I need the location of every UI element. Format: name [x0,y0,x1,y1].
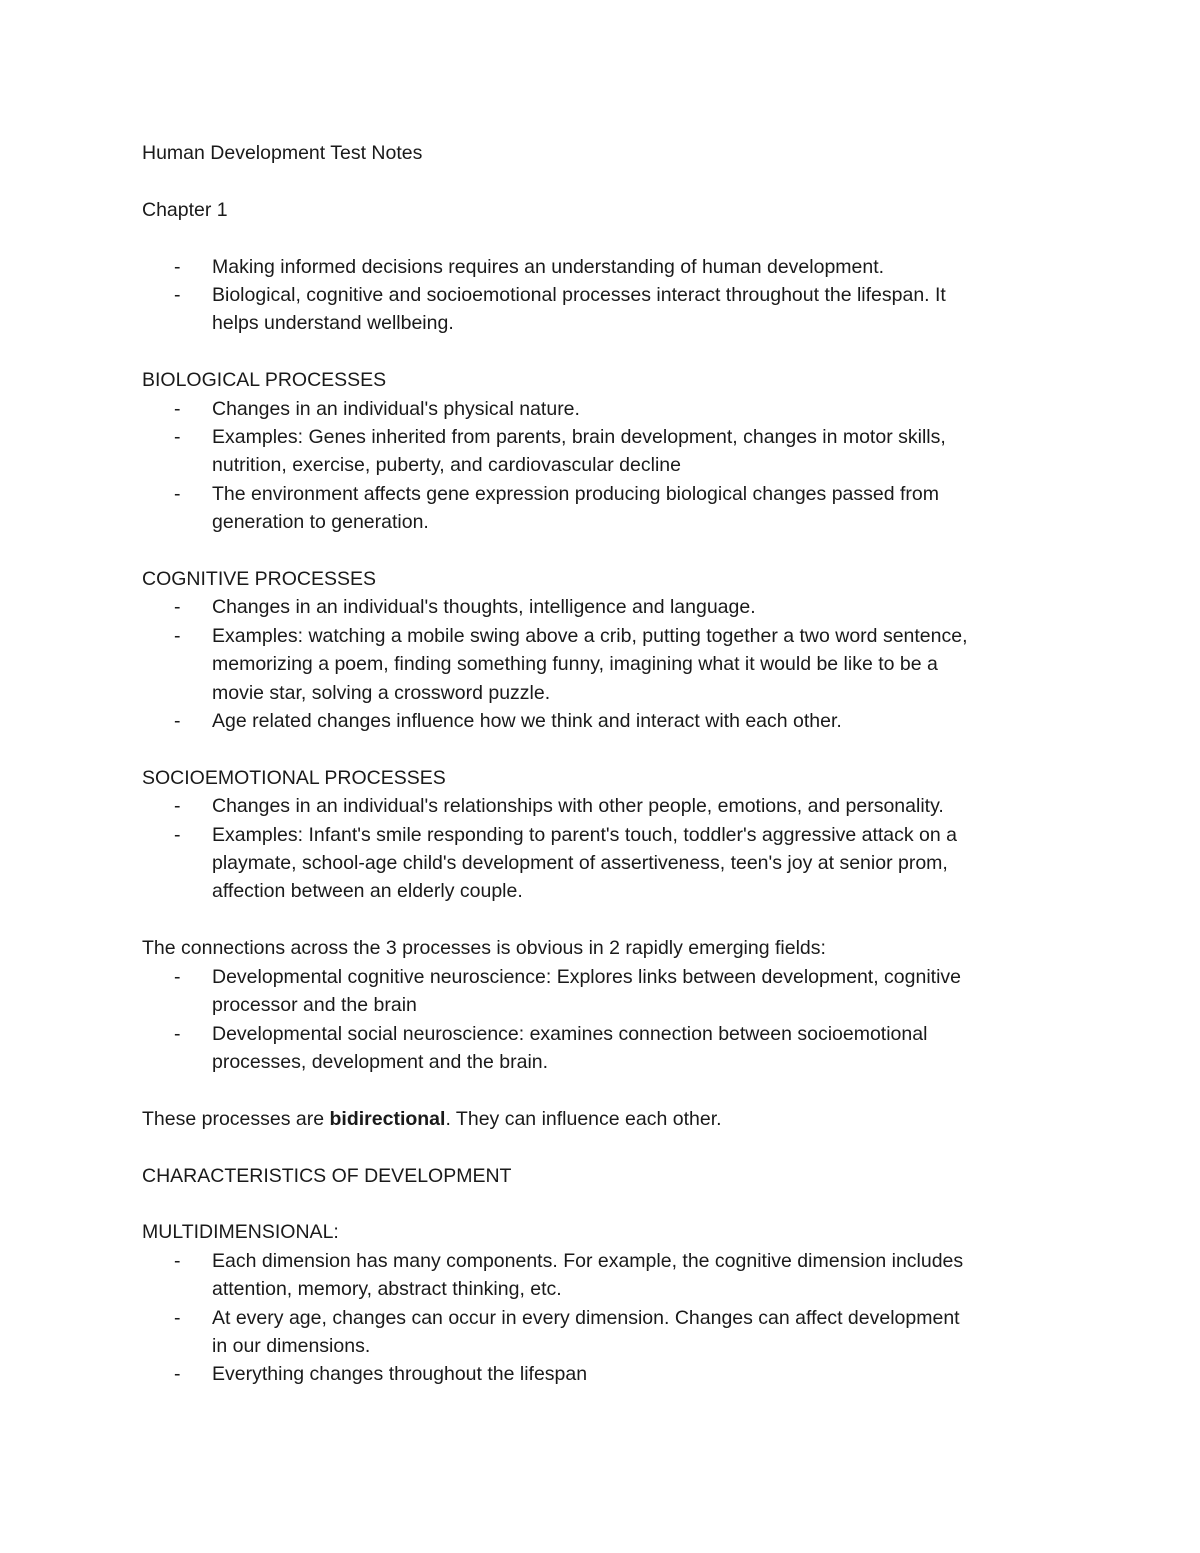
spacer [142,1133,1062,1161]
socioemotional-list [142,792,1062,906]
list-item [142,1247,1062,1304]
list-item-line: playmate, school-age child's development of assertiveness, teen's joy at senior prom, [212,852,948,875]
list-item [142,821,1062,906]
connections-list [142,963,1062,1077]
list-item [142,281,1062,338]
bullet-dash: - [174,624,181,647]
bullet-dash: - [174,710,181,733]
spacer [142,1190,1062,1218]
list-item-line: memorizing a poem, finding something funny, imagining what it would be like to be a [212,653,938,676]
list-item-line: affection between an elderly couple. [212,880,523,903]
list-item-line: Examples: watching a mobile swing above a crib, putting together a two word sentence, [212,624,968,647]
list-item-line: The environment affects gene expression producing biological changes passed from [212,482,939,505]
intro-list [142,253,1062,338]
list-item-line: Biological, cognitive and socioemotional processes interact throughout the lifespan. It [212,284,946,306]
list-item-line: Examples: Genes inherited from parents, brain development, changes in motor skills, [212,426,946,449]
multidimensional-list [142,1247,1062,1389]
spacer [142,906,1062,934]
multidimensional-heading: MULTIDIMENSIONAL: [142,1221,339,1244]
bullet-dash: - [174,823,181,846]
list-item-line: processor and the brain [212,994,417,1017]
list-item [142,253,1062,281]
cognitive-list [142,593,1062,735]
list-item [142,395,1062,423]
list-item [142,1020,1062,1077]
bidirectional-text-after: . They can influence each other. [445,1107,722,1130]
list-item [142,1360,1062,1388]
list-item-line: Changes in an individual's physical nature. [212,397,580,420]
list-item-line: Making informed decisions requires an understanding of human development. [212,255,885,278]
list-item-line: processes, development and the brain. [212,1050,549,1073]
list-item-line: Age related changes influence how we think and interact with each other. [212,710,842,733]
list-item [142,593,1062,621]
spacer [142,1076,1062,1104]
list-item-line: movie star, solving a crossword puzzle. [212,681,551,704]
bullet-dash: - [174,1363,181,1386]
list-item-line: At every age, changes can occur in every dimension. Changes can affect development [212,1306,960,1329]
list-item-line: Developmental social neuroscience: examines connection between socioemotional [212,1022,928,1045]
list-item-line: Each dimension has many components. For example, the cognitive dimension includes [212,1249,964,1272]
list-item-line: Developmental cognitive neuroscience: Explores links between development, cognitive [212,965,962,988]
bidirectional-text-before: These processes are [142,1107,330,1130]
document-body [142,139,1062,1389]
bidirectional-bold-term: bidirectional [329,1107,446,1130]
list-item-line: generation to generation. [212,511,429,534]
bullet-dash: - [174,596,181,619]
list-item [142,963,1062,1020]
list-item-line: in our dimensions. [212,1334,371,1357]
list-item-line: helps understand wellbeing. [212,312,454,335]
bullet-dash: - [174,255,181,278]
list-item [142,622,1062,707]
list-item-line: Changes in an individual's thoughts, intelligence and language. [212,596,756,619]
bullet-dash: - [174,1249,181,1272]
bullet-dash: - [174,397,181,420]
list-item-line: Examples: Infant's smile responding to parent's touch, toddler's aggressive attack on a [212,823,957,846]
spacer [142,224,1062,252]
connections-text: The connections across the 3 processes is obvious in 2 rapidly emerging fields: [142,937,826,960]
characteristics-heading: CHARACTERISTICS OF DEVELOPMENT [142,1164,512,1187]
spacer [142,338,1062,366]
spacer [142,537,1062,565]
socioemotional-heading: SOCIOEMOTIONAL PROCESSES [142,766,446,789]
list-item [142,792,1062,820]
list-item-line: attention, memory, abstract thinking, etc. [212,1278,562,1301]
list-item-line: Everything changes throughout the lifespan [212,1363,588,1386]
cognitive-heading: COGNITIVE PROCESSES [142,568,377,591]
bullet-dash: - [174,284,181,306]
chapter-heading: Chapter 1 [142,198,228,221]
spacer [142,167,1062,195]
bullet-dash: - [174,1022,181,1045]
spacer [142,735,1062,763]
bullet-dash: - [174,1306,181,1329]
document-title: Human Development Test Notes [142,142,423,164]
list-item [142,1304,1062,1361]
biological-heading: BIOLOGICAL PROCESSES [142,369,387,392]
list-item [142,423,1062,480]
bullet-dash: - [174,482,181,505]
bullet-dash: - [174,795,181,818]
list-item [142,480,1062,537]
list-item-line: nutrition, exercise, puberty, and cardiovascular decline [212,454,681,477]
bullet-dash: - [174,965,181,988]
biological-list [142,395,1062,537]
list-item-line: Changes in an individual's relationships with other people, emotions, and personality. [212,795,944,818]
bidirectional-paragraph [142,1105,1062,1133]
list-item [142,707,1062,735]
bullet-dash: - [174,426,181,449]
